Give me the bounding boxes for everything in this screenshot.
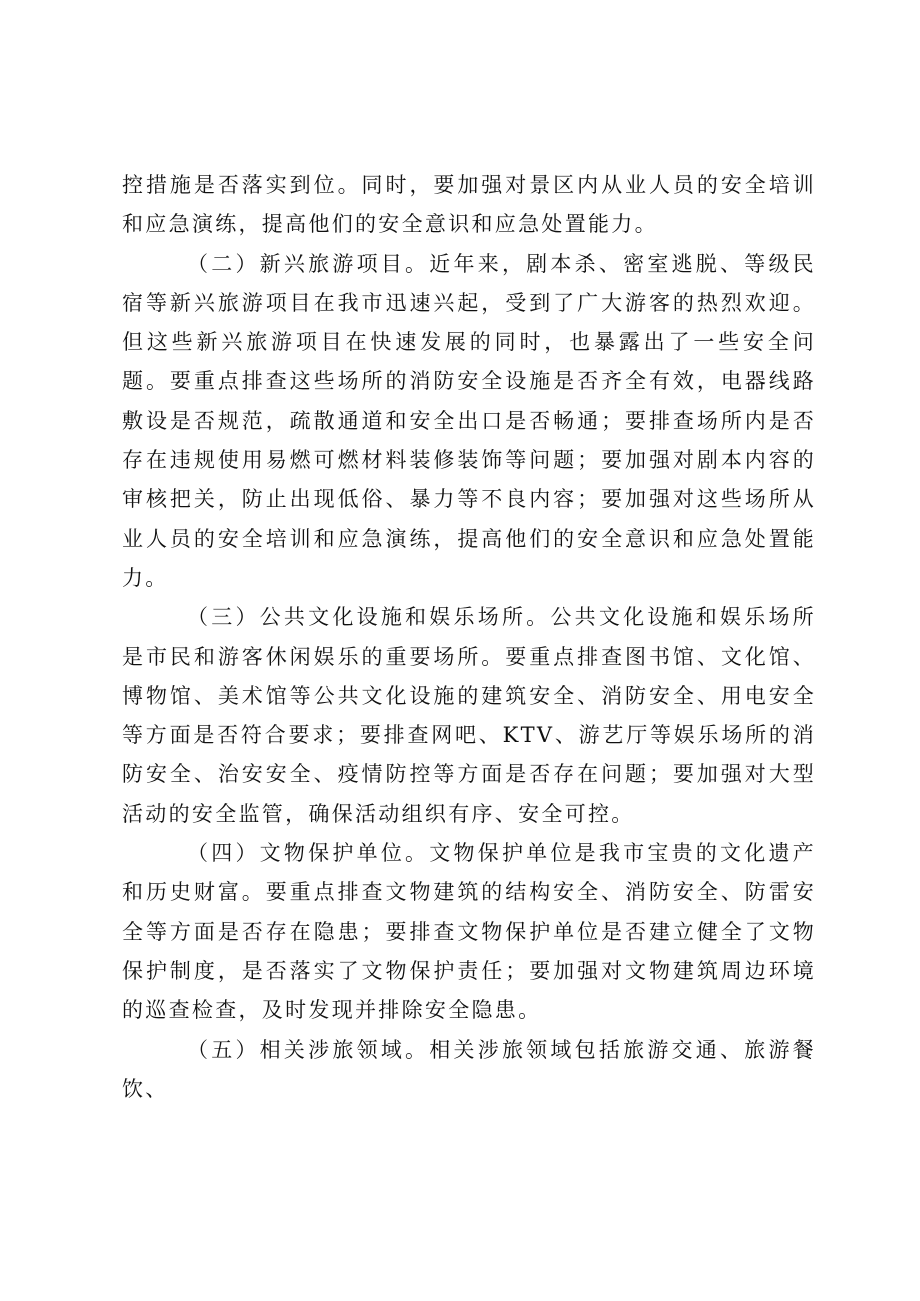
paragraph-emerging-tourism: （二）新兴旅游项目。近年来，剧本杀、密室逃脱、等级民宿等新兴旅游项目在我市迅速兴起，受到了广大游客的热烈欢迎。但这些新兴旅游项目在快速发展的同时，也暴露出了一些安全问题。要重点排查这些场所的消防安全设施是否齐全有效，电器线路敷设是否规范，疏散通道和安全出口是否畅通；要排查场所内是否存在违规使用易燃可燃材料装修装饰等问题；要加强对剧本内容的审核把关，防止出现低俗、暴力等不良内容；要加强对这些场所从业人员的安全培训和应急演练，提高他们的安全意识和应急处置能力。 [122,251,816,590]
paragraph-related-tourism-fields: （五）相关涉旅领域。相关涉旅领域包括旅游交通、旅游餐饮、 [122,1037,816,1101]
paragraph-public-culture-entertainment: （三）公共文化设施和娱乐场所。公共文化设施和娱乐场所是市民和游客休闲娱乐的重要场所。要重点排查图书馆、文化馆、博物馆、美术馆等公共文化设施的建筑安全、消防安全、用电安全等方面是否符合要求；要排查网吧、KTV、游艺厅等娱乐场所的消防安全、治安安全、疫情防控等方面是否存在问题；要加强对大型活动的安全监管，确保活动组织有序、安全可控。 [122,605,816,826]
paragraph-heritage-protection: （四）文物保护单位。文物保护单位是我市宝贵的文化遗产和历史财富。要重点排查文物建筑的结构安全、消防安全、防雷安全等方面是否存在隐患；要排查文物保护单位是否建立健全了文物保护制度，是否落实了文物保护责任；要加强对文物建筑周边环境的巡查检查，及时发现并排除安全隐患。 [122,841,816,1023]
paragraph-continuation: 控措施是否落实到位。同时，要加强对景区内从业人员的安全培训和应急演练，提高他们的安全意识和应急处置能力。 [122,173,816,237]
document-body [122,166,816,1109]
